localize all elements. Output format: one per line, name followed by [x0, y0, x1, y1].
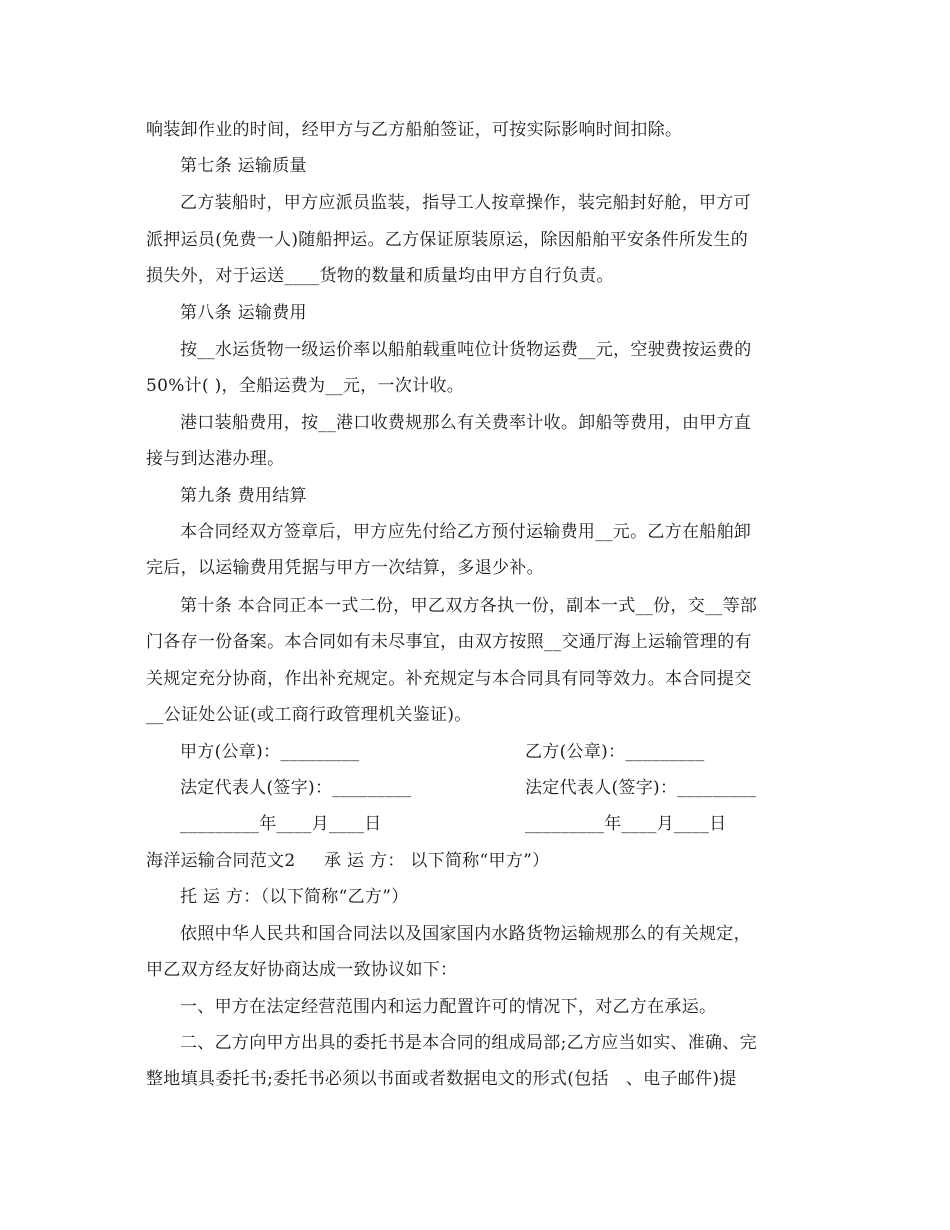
paragraph-line: 本合同经双方签章后，甲方应先付给乙方预付运输费用__元。乙方在船舶卸 — [180, 522, 752, 542]
party-a-representative-field: 法定代表人(签字)：_________ — [180, 778, 412, 798]
party-b-seal-field: 乙方(公章)：_________ — [525, 742, 705, 762]
party-a-date-field: _________年____月____日 — [180, 814, 382, 834]
paragraph-line: __公证处公证(或工商行政管理机关鉴证)。 — [146, 705, 472, 725]
paragraph-line: 关规定充分协商，作出补充规定。补充规定与本合同具有同等效力。本合同提交 — [146, 669, 752, 689]
paragraph-line: 一、甲方在法定经营范围内和运力配置许可的情况下，对乙方在承运。 — [180, 997, 717, 1017]
paragraph-line: 港口装船费用，按__港口收费规那么有关费率计收。卸船等费用，由甲方直 — [180, 413, 752, 433]
party-b-representative-field: 法定代表人(签字)：_________ — [525, 778, 757, 798]
paragraph-line: 乙方装船时，甲方应派员监装，指导工人按章操作，装完船封好舱，甲方可 — [180, 193, 751, 213]
paragraph-line: 50%计( )，全船运费为__元，一次计收。 — [146, 376, 465, 396]
paragraph-line: 门各存一份备案。本合同如有未尽事宜，由双方按照__交通厅海上运输管理的有 — [146, 632, 752, 652]
paragraph-line: 派押运员(免费一人)随船押运。乙方保证原装原运，除因船舶平安条件所发生的 — [146, 230, 749, 250]
paragraph-line: 按__水运货物一级运价率以船舶载重吨位计货物运费__元，空驶费按运费的 — [180, 340, 752, 360]
party-a-seal-field: 甲方(公章)：_________ — [180, 742, 360, 762]
paragraph-line: 第十条 本合同正本一式二份，甲乙双方各执一份，副本一式__份，交__等部 — [180, 596, 758, 616]
article-heading: 第八条 运输费用 — [180, 303, 307, 323]
section-title-line: 海洋运输合同范文2 承 运 方： 以下简称“甲方”） — [146, 851, 550, 871]
article-heading: 第七条 运输质量 — [180, 156, 307, 176]
paragraph-line: 损失外，对于运送____货物的数量和质量均由甲方自行负责。 — [146, 266, 614, 286]
paragraph-line: 响装卸作业的时间，经甲方与乙方船舶签证，可按实际影响时间扣除。 — [146, 120, 683, 140]
paragraph-line: 甲乙双方经友好协商达成一致协议如下： — [146, 960, 458, 980]
paragraph-line: 托 运 方：（以下简称“乙方”） — [180, 887, 409, 907]
paragraph-line: 完后，以运输费用凭据与甲方一次结算，多退少补。 — [146, 558, 544, 578]
article-heading: 第九条 费用结算 — [180, 486, 307, 506]
party-b-date-field: _________年____月____日 — [525, 814, 727, 834]
paragraph-line: 整地填具委托书;委托书必须以书面或者数据电文的形式(包括 、电子邮件)提 — [146, 1069, 737, 1089]
paragraph-line: 二、乙方向甲方出具的委托书是本合同的组成局部;乙方应当如实、准确、完 — [180, 1033, 757, 1053]
paragraph-line: 依照中华人民共和国合同法以及国家国内水路货物运输规那么的有关规定， — [180, 924, 751, 944]
paragraph-line: 接与到达港办理。 — [146, 449, 285, 469]
